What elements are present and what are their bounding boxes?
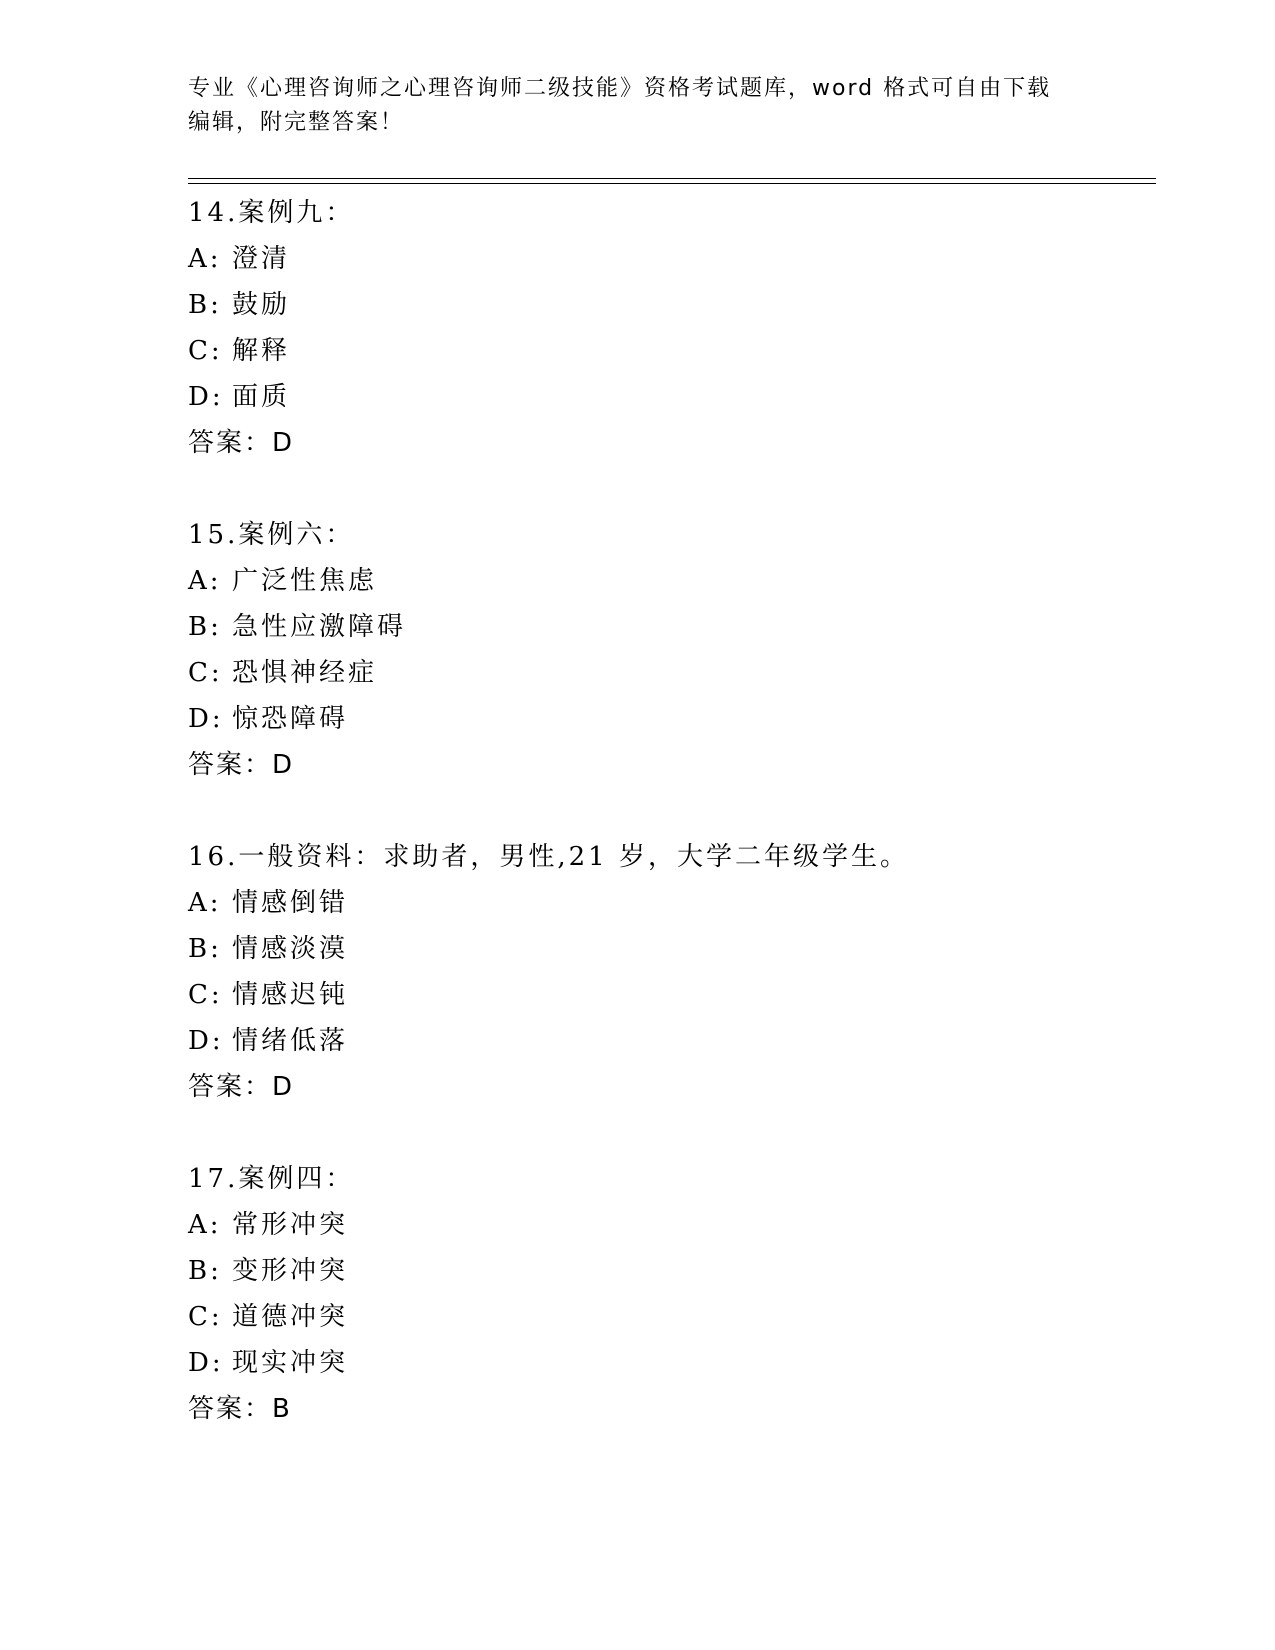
option-b <box>188 926 1148 972</box>
answer-line: 答案：D <box>188 1072 295 1102</box>
option-text: 急性应激障碍 <box>232 612 407 642</box>
option-a <box>188 1202 1148 1248</box>
option-letter: C: <box>188 980 223 1010</box>
option-text: 恐惧神经症 <box>232 658 378 688</box>
option-a <box>188 236 1148 282</box>
option-letter: D: <box>188 382 224 412</box>
option-b <box>188 282 1148 328</box>
question-15 <box>188 512 1148 788</box>
option-text: 情感倒错 <box>232 888 349 918</box>
question-stem: 15.案例六： <box>188 520 355 550</box>
option-d <box>188 1018 1148 1064</box>
option-text: 广泛性焦虑 <box>232 566 378 596</box>
option-text: 解释 <box>232 336 291 366</box>
option-text: 道德冲突 <box>232 1302 349 1332</box>
option-text: 情绪低落 <box>232 1026 349 1056</box>
question-stem: 17.案例四： <box>188 1164 355 1194</box>
option-c <box>188 1294 1148 1340</box>
option-text: 鼓励 <box>232 290 291 320</box>
question-17 <box>188 1156 1148 1432</box>
option-letter: B: <box>188 1256 222 1286</box>
question-16 <box>188 834 1148 1110</box>
option-letter: B: <box>188 934 222 964</box>
option-d <box>188 374 1148 420</box>
option-letter: A: <box>188 1210 222 1240</box>
document-header <box>188 72 1088 140</box>
option-text: 常形冲突 <box>232 1210 349 1240</box>
answer-line: 答案：D <box>188 750 295 780</box>
question-list <box>188 190 1148 1478</box>
option-letter: A: <box>188 566 222 596</box>
option-text: 变形冲突 <box>232 1256 349 1286</box>
option-text: 惊恐障碍 <box>232 704 349 734</box>
option-letter: A: <box>188 888 222 918</box>
answer-line: 答案：B <box>188 1394 292 1424</box>
option-a <box>188 558 1148 604</box>
header-line-1: 专业《心理咨询师之心理咨询师二级技能》资格考试题库，word 格式可自由下载 <box>188 76 1052 101</box>
option-text: 现实冲突 <box>232 1348 349 1378</box>
option-letter: B: <box>188 290 222 320</box>
header-rule-bottom <box>188 183 1156 184</box>
option-b <box>188 1248 1148 1294</box>
header-rule-top <box>188 178 1156 179</box>
option-letter: D: <box>188 704 224 734</box>
option-c <box>188 650 1148 696</box>
option-letter: C: <box>188 1302 223 1332</box>
option-c <box>188 328 1148 374</box>
option-text: 面质 <box>232 382 291 412</box>
option-c <box>188 972 1148 1018</box>
option-a <box>188 880 1148 926</box>
option-letter: D: <box>188 1348 224 1378</box>
option-text: 情感淡漠 <box>232 934 349 964</box>
option-text: 情感迟钝 <box>232 980 349 1010</box>
option-d <box>188 1340 1148 1386</box>
option-letter: B: <box>188 612 222 642</box>
question-stem: 16.一般资料：求助者，男性,21 岁，大学二年级学生。 <box>188 842 909 872</box>
option-b <box>188 604 1148 650</box>
header-line-2: 编辑，附完整答案！ <box>188 110 405 135</box>
option-letter: A: <box>188 244 222 274</box>
option-letter: D: <box>188 1026 224 1056</box>
option-text: 澄清 <box>232 244 291 274</box>
option-d <box>188 696 1148 742</box>
question-14 <box>188 190 1148 466</box>
option-letter: C: <box>188 336 223 366</box>
question-stem: 14.案例九： <box>188 198 355 228</box>
option-letter: C: <box>188 658 223 688</box>
answer-line: 答案：D <box>188 428 295 458</box>
